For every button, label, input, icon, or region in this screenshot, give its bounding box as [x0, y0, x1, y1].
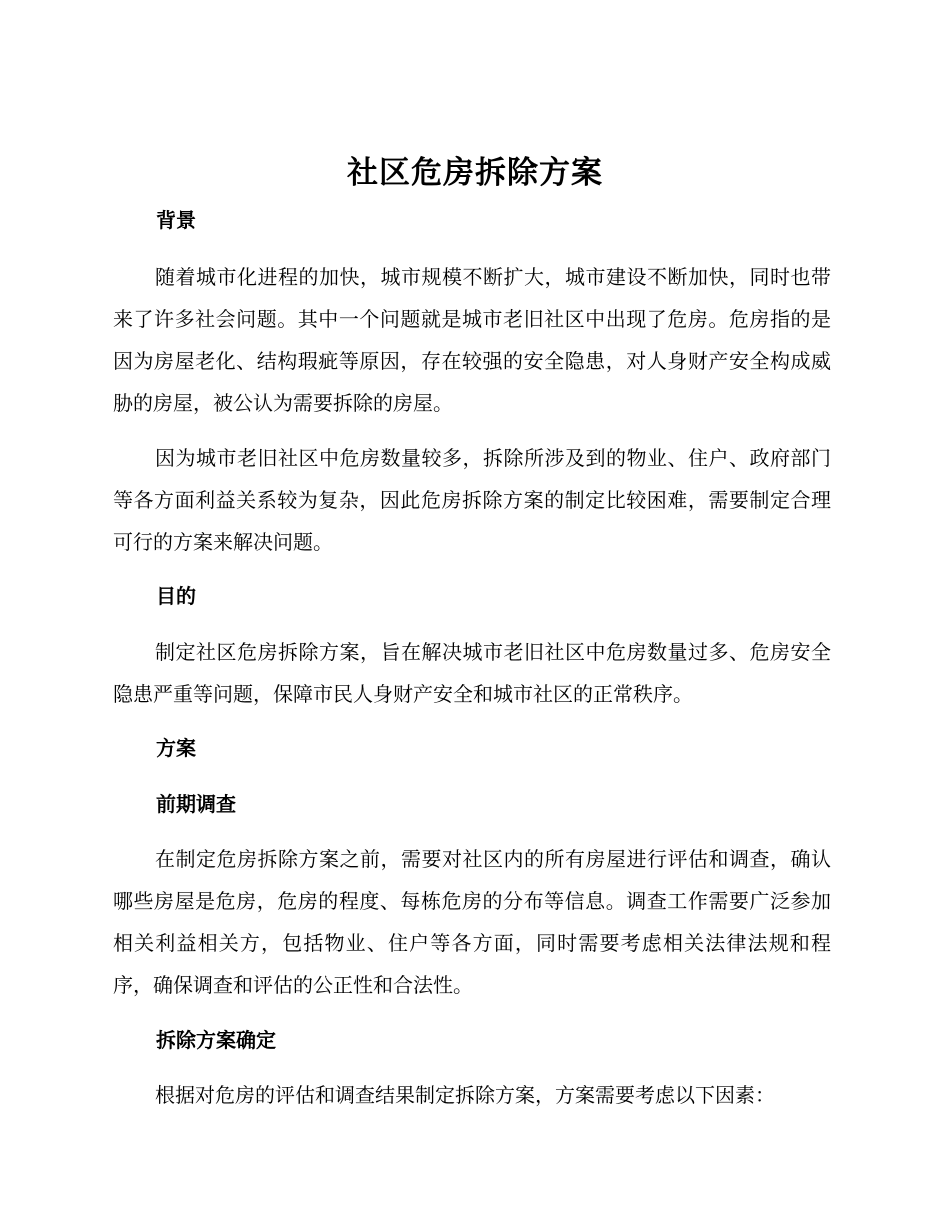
paragraph-determination-1: 根据对危房的评估和调查结果制定拆除方案，方案需要考虑以下因素： — [155, 1083, 775, 1107]
document-title: 社区危房拆除方案 — [347, 155, 603, 191]
section-heading-determination: 拆除方案确定 — [156, 1028, 276, 1052]
section-heading-survey: 前期调查 — [156, 792, 236, 816]
paragraph-survey-1: 在制定危房拆除方案之前，需要对社区内的所有房屋进行评估和调查，确认哪些房屋是危房，危房的程度、每栋危房的分布等信息。调查工作需要广泛参加相关利益相关方，包括物业、住户等各方面，同时需要考虑相关法律法规和程序，确保调查和评估的公正性和合法性。 — [113, 847, 831, 997]
section-heading-plan: 方案 — [156, 736, 196, 760]
paragraph-background-2: 因为城市老旧社区中危房数量较多，拆除所涉及到的物业、住户、政府部门等各方面利益关系较为复杂，因此危房拆除方案的制定比较困难，需要制定合理可行的方案来解决问题。 — [113, 446, 831, 554]
paragraph-purpose-1: 制定社区危房拆除方案，旨在解决城市老旧社区中危房数量过多、危房安全隐患严重等问题，保障市民人身财产安全和城市社区的正常秩序。 — [113, 640, 831, 706]
paragraph-background-1: 随着城市化进程的加快，城市规模不断扩大，城市建设不断加快，同时也带来了许多社会问题。其中一个问题就是城市老旧社区中出现了危房。危房指的是因为房屋老化、结构瑕疵等原因，存在较强的安全隐患，对人身财产安全构成威胁的房屋，被公认为需要拆除的房屋。 — [113, 265, 831, 415]
section-heading-purpose: 目的 — [156, 584, 196, 608]
section-heading-background: 背景 — [156, 208, 196, 232]
